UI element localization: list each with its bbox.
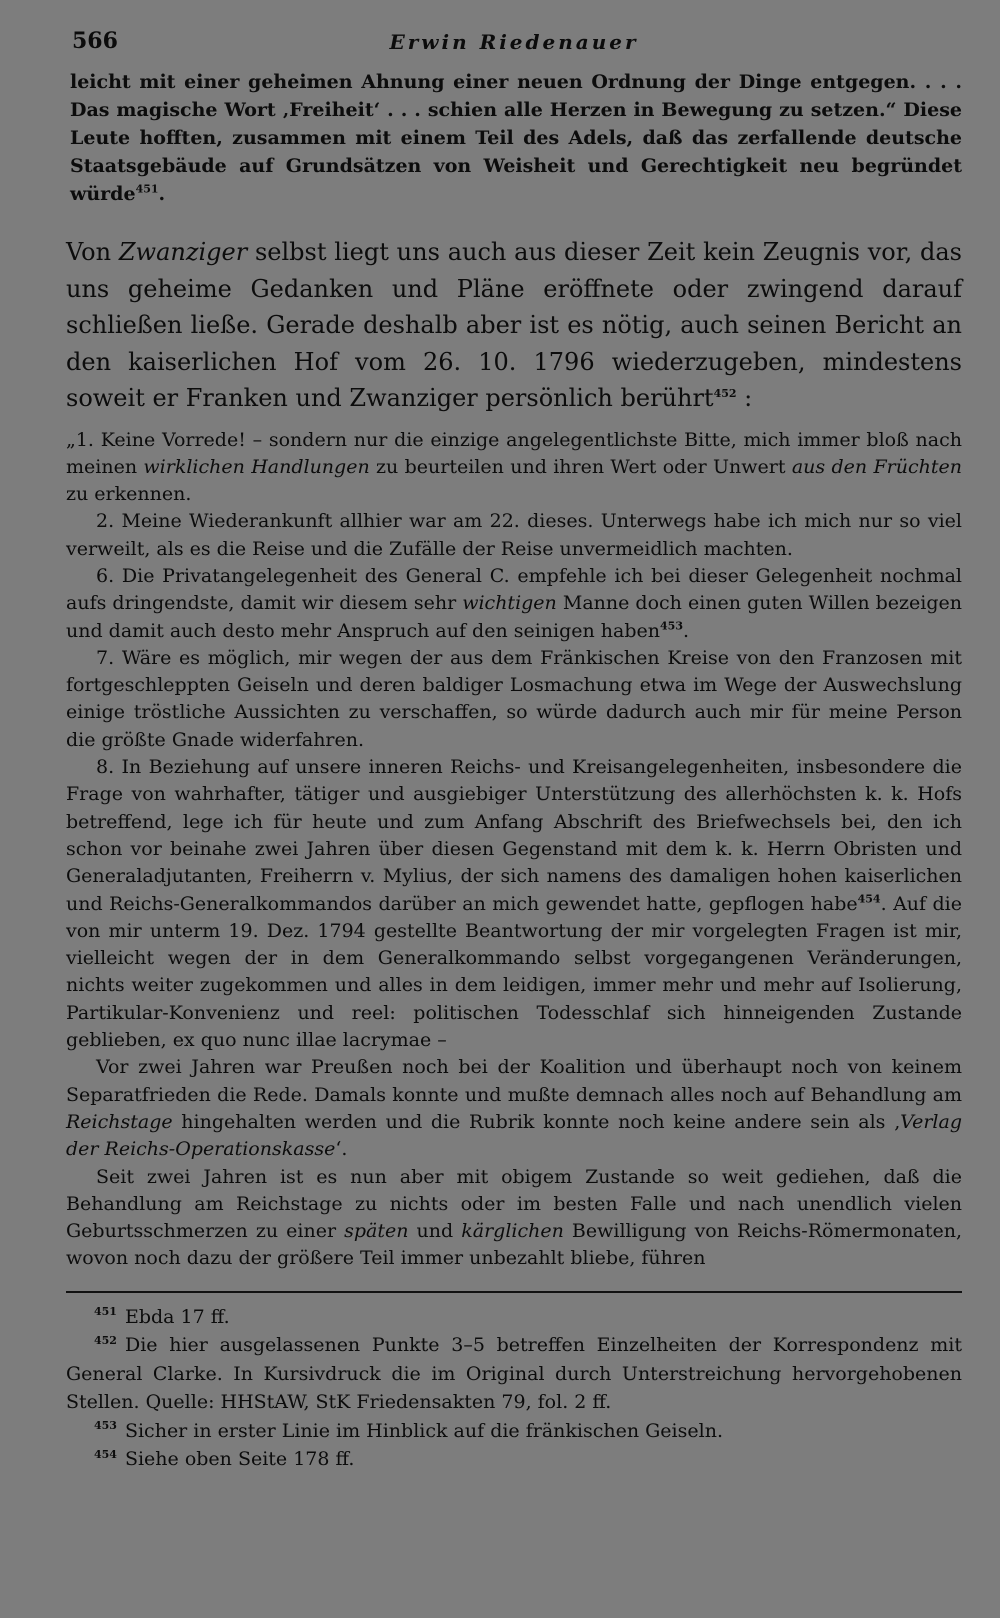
letter-paragraph-reichstag [66, 1164, 962, 1273]
footnote-number: 454 [94, 1447, 117, 1461]
main-text-start: Von [66, 238, 119, 266]
letter-emphasis: wirklichen Handlungen [143, 455, 370, 478]
footnote-divider [66, 1291, 962, 1293]
letter-text: zu beurteilen und ihren Wert oder Unwert [369, 455, 792, 478]
main-text: selbst liegt uns auch aus dieser Zeit kein Zeugnis vor, das uns geheime Gedanken und Pläne eröffnete oder zwingend darauf schließen ließe. Gerade deshalb aber ist es nötig, auch seinen Bericht an den kaiserlichen Hof vom 26. 10. 1796 wiederzugeben, mindestens soweit er Franken und Zwanziger persönlich berührt [66, 238, 962, 412]
letter-text: „1. Keine Vorrede! – sondern nur die einzige angelegentlichste Bitte, mich immer bloß nach meinen [66, 428, 962, 478]
letter-text: Seit zwei Jahren ist es nun aber mit obigem Zustande so weit gediehen, daß die Behandlung am Reichstage zu nichts oder im besten Falle und nach unendlich vielen Geburtsschmerzen zu einer [66, 1165, 962, 1243]
footnote-452 [66, 1331, 962, 1417]
letter-point-7: 7. Wäre es möglich, mir wegen der aus dem Fränkischen Kreise von den Franzosen mit fortgeschleppten Geiseln und deren baldiger Losmachung etwa im Wege der Auswechslung einige tröstliche Aussichten zu verschaffen, so würde dadurch auch mir für meine Person die größte Gnade widerfahren. [66, 646, 962, 751]
footnote-ref-454[interactable]: 454 [857, 892, 881, 906]
footnote-text: Die hier ausgelassenen Punkte 3–5 betreffen Einzelheiten der Korrespondenz mit General Clarke. In Kursivdruck die im Original durch Unterstreichung hervorgehobenen Stellen. Quelle: HHStAW, StK Friedensakten 79, fol. 2 ff. [66, 1334, 962, 1414]
footnote-454 [66, 1445, 962, 1474]
letter-emphasis: Verlag der Reichs-Operationskasse [66, 1110, 962, 1161]
letter-emphasis: späten [344, 1220, 409, 1243]
letter-paragraph-prussia [66, 1054, 962, 1163]
letter-emphasis: wichtigen [462, 592, 557, 615]
footnote-text: Ebda 17 ff. [124, 1305, 230, 1328]
footnote-text: Sicher in erster Linie im Hinblick auf die fränkischen Geiseln. [124, 1419, 723, 1442]
letter-emphasis: aus den Früchten [791, 455, 962, 478]
main-paragraph [66, 234, 962, 417]
footnote-number: 452 [94, 1333, 117, 1347]
footnote-text: Siehe oben Seite 178 ff. [124, 1448, 355, 1471]
running-title: Erwin Riedenauer [389, 30, 639, 54]
footnote-number: 451 [94, 1305, 117, 1319]
letter-text: und [408, 1220, 462, 1243]
main-name-italic: Zwanziger [118, 238, 248, 266]
footnote-ref-451[interactable]: 451 [135, 182, 159, 196]
letter-text: Manne doch einen guten Willen bezeigen und damit auch desto mehr Anspruch auf den seinigen haben [66, 592, 962, 642]
letter-text: Vor zwei Jahren war Preußen noch bei der Koalition und überhaupt noch von keinem Separatfrieden die Rede. Damals konnte und mußte demnach alles noch auf Behandlung am [66, 1056, 962, 1106]
footnotes [66, 1303, 962, 1474]
letter-text: 6. Die Privatangelegenheit des General C. empfehle ich bei dieser Gelegenheit nochmal aufs dringendste, damit wir diesem sehr [66, 564, 962, 615]
letter-point-6 [66, 563, 962, 645]
page-number: 566 [72, 28, 118, 54]
main-text-end: : [736, 384, 753, 412]
letter-emphasis: kärglichen [461, 1220, 564, 1243]
letter-text: . [682, 619, 690, 642]
footnote-ref-452[interactable]: 452 [713, 387, 737, 400]
opening-quote-text: leicht mit einer geheimen Ahnung einer neuen Ordnung der Dinge entgegen. . . . Das magische Wort ‚Freiheit‘ . . . schien alle Herzen in Bewegung zu setzen.“ Diese Leute hofften, zusammen mit einem Teil des Adels, daß das zerfallende deutsche Staatsgebäude auf Grundsätzen von Weisheit und Gerechtigkeit neu begründet würde [70, 71, 962, 205]
letter-point-1 [66, 427, 962, 509]
footnote-ref-453[interactable]: 453 [660, 619, 683, 633]
letter-emphasis: Reichstage [66, 1110, 173, 1133]
letter-text: 8. In Beziehung auf unsere inneren Reichs- und Kreisangelegenheiten, insbesondere die Frage von wahrhafter, tätiger und ausgiebiger Unterstützung des allerhöchsten k. k. Hofs betreffend, lege ich für heute und zum Anfang Abschrift des Briefwechsels bei, den ich schon vor beinahe zwei Jahren über diesen Gegenstand mit dem k. k. Herrn Obristen und Generaladjutanten, Freiherrn v. Mylius, der sich namens des damaligen hohen kaiserlichen und Reichs-Generalkommandos darüber an mich gewendet hatte, gepflogen habe [66, 756, 962, 915]
letter-text: zu erkennen. [66, 483, 192, 506]
footnote-451 [66, 1303, 962, 1332]
letter-quote [66, 427, 962, 1273]
letter-text: Bewilligung von Reichs-Römermonaten, wovon noch dazu der größere Teil immer unbezahlt bliebe, führen [66, 1220, 962, 1270]
footnote-453 [66, 1417, 962, 1446]
opening-quote: leicht mit einer geheimen Ahnung einer neuen Ordnung der Dinge entgegen. . . . Das magische Wort ‚Freiheit‘ . . . schien alle Herzen in Bewegung zu setzen.“ Diese Leute hofften, zusammen mit einem Teil des Adels, daß das zerfallende deutsche Staatsgebäude auf Grundsätzen von Weisheit und Gerechtigkeit neu begründet würde$^{451}$. [70, 71, 962, 205]
letter-point-2: 2. Meine Wiederankunft allhier war am 22. dieses. Unterwegs habe ich mich nur so viel verweilt, als es die Reise und die Zufälle der Reise unvermeidlich machten. [66, 510, 962, 560]
letter-point-8 [66, 754, 962, 1054]
letter-text: . Auf die von mir unterm 19. Dez. 1794 gestellte Beantwortung der mir vorgelegten Fragen ist mir, vielleicht wegen der in dem Generalkommando selbst vorgegangenen Veränderungen, nichts weiter zugekommen und alles in dem leidigen, immer mehr und mehr auf Isolierung, Partikular-Konvenienz und reel: politischen Todesschlaf sich hinneigenden Zustande geblieben, ex quo nunc illae lacrymae – [66, 892, 962, 1052]
footnote-number: 453 [94, 1419, 117, 1433]
letter-text: ‘. [335, 1138, 348, 1161]
page-header [66, 28, 962, 68]
letter-text: hingehalten werden und die Rubrik konnte noch keine andere sein als ‚ [172, 1110, 901, 1133]
